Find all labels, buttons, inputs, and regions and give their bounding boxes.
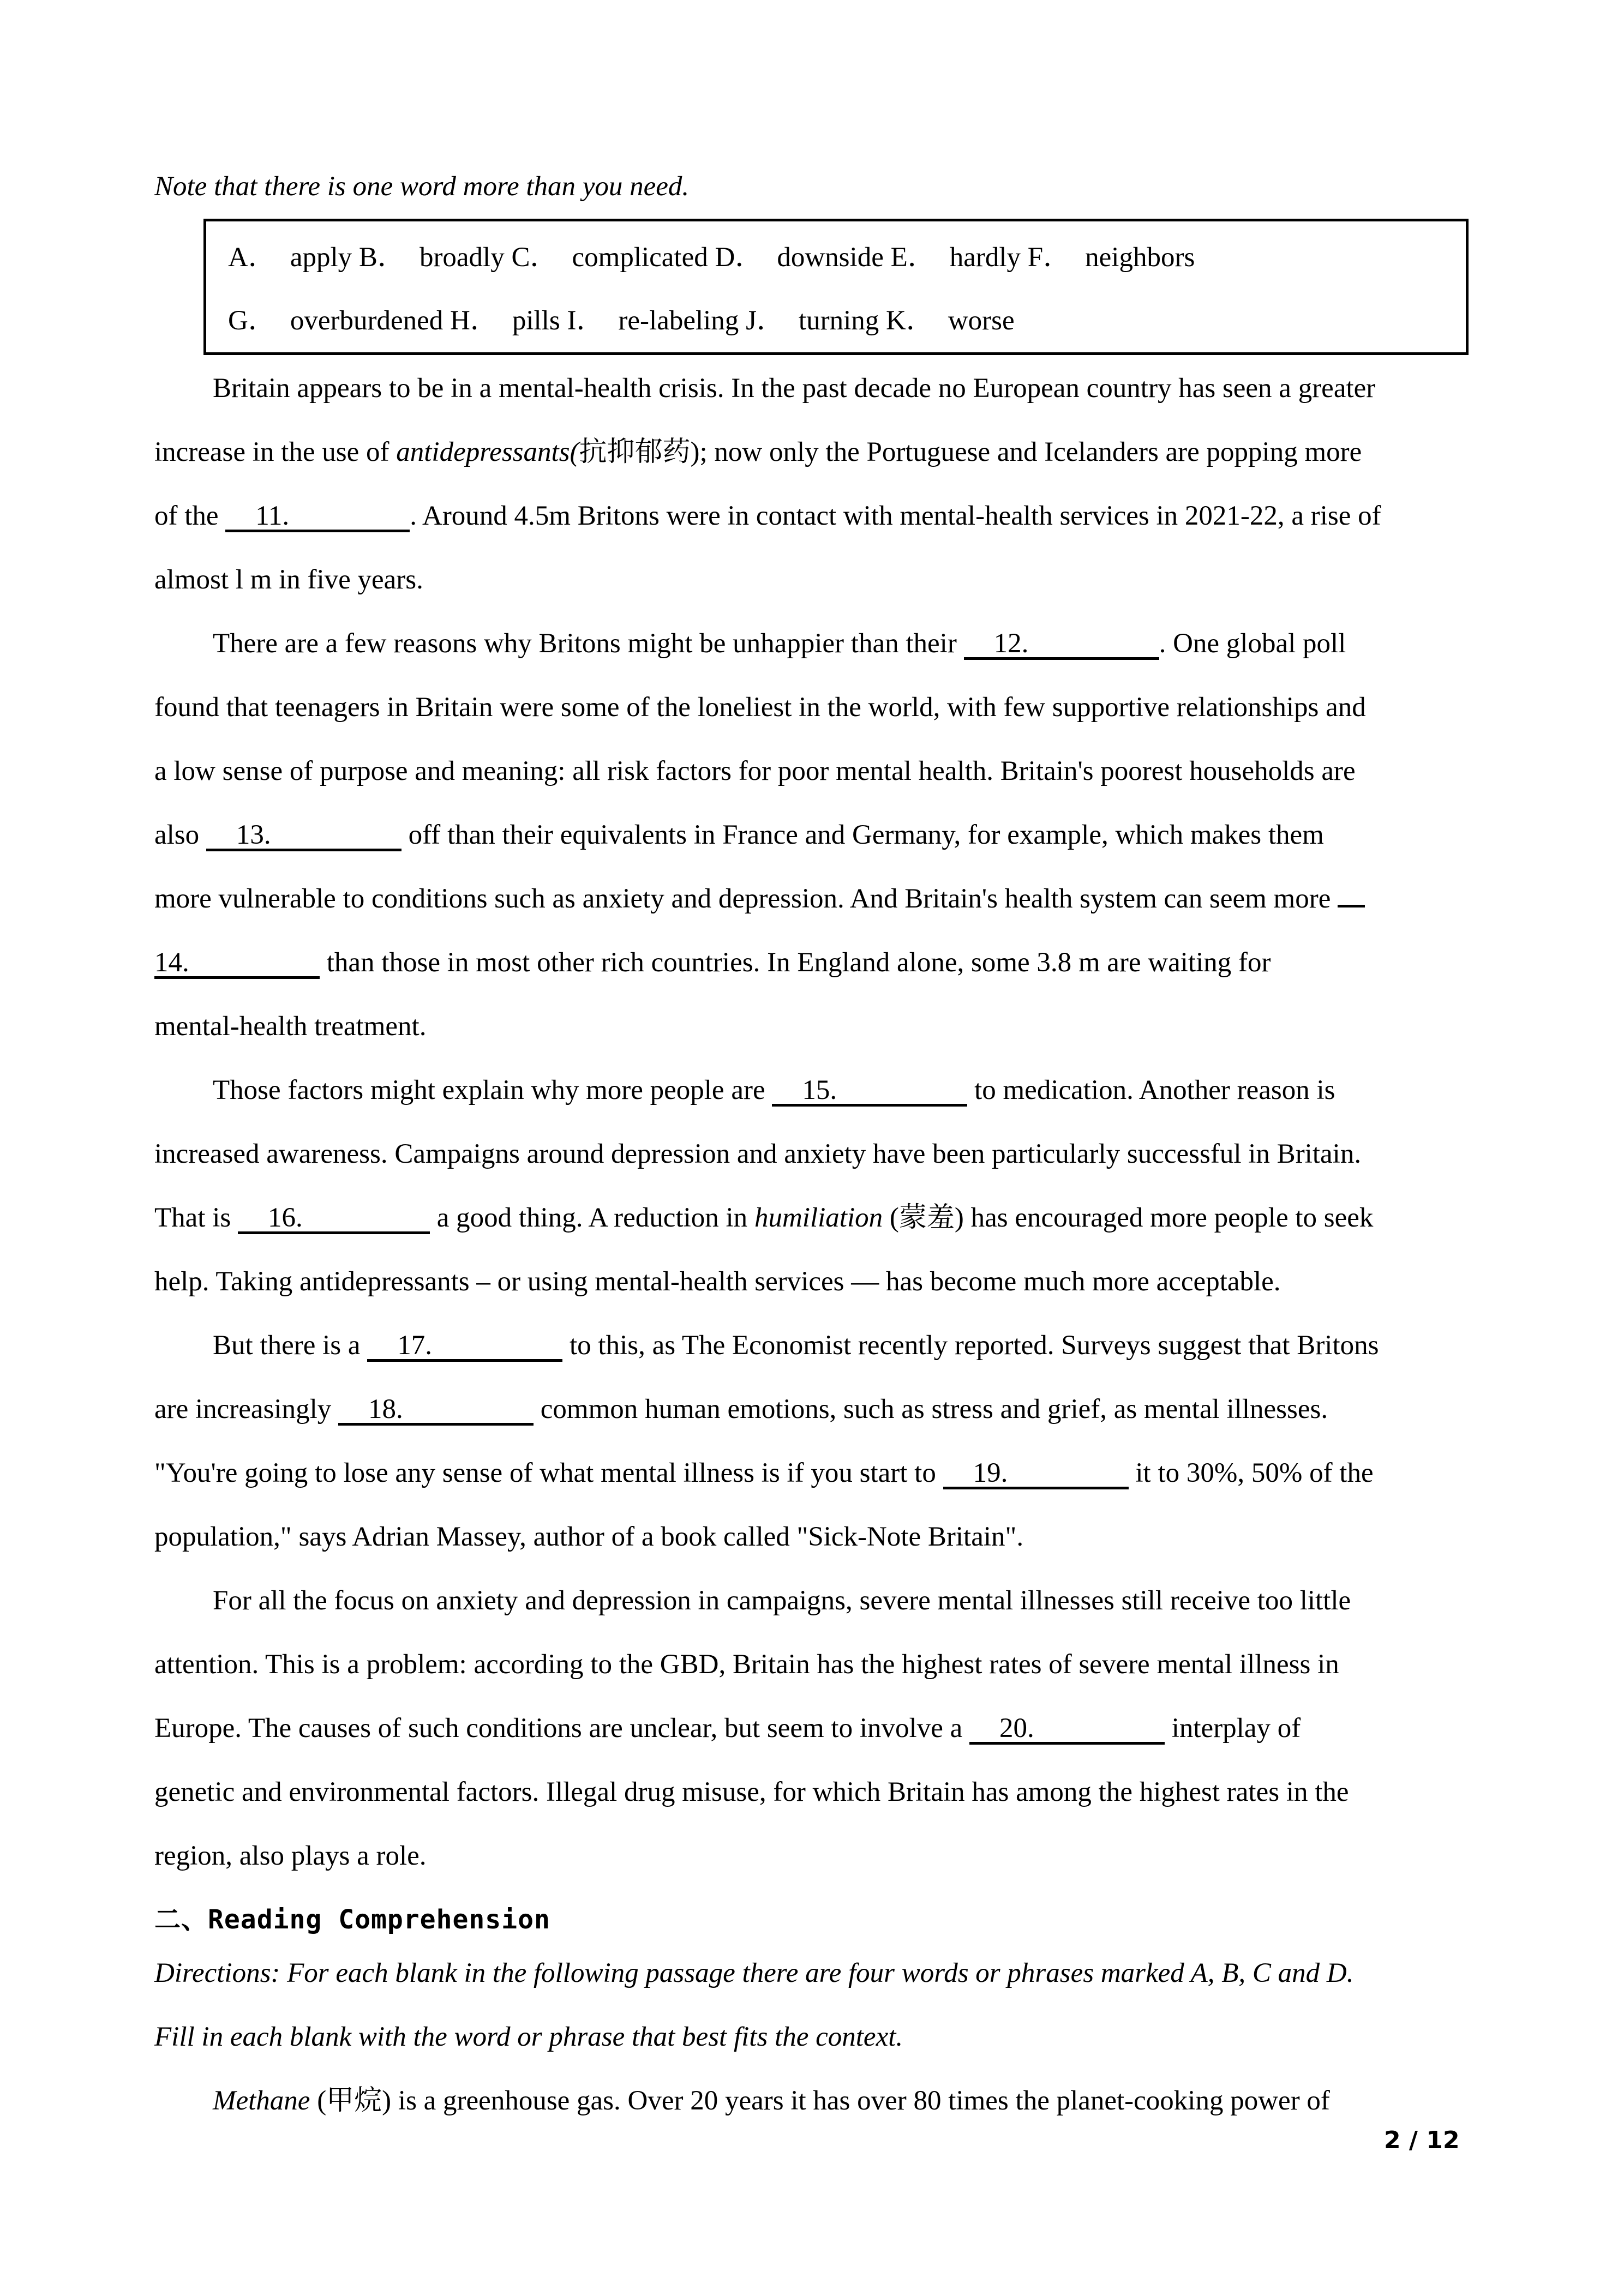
paragraph-2-line-4: also 13. off than their equivalents in France and Germany, for example, which makes them [154, 820, 1324, 850]
paragraph-4-line-3: "You're going to lose any sense of what mental illness is if you start to 19. it to 30%, 50% of the [154, 1458, 1374, 1488]
paragraph-1-line-2: increase in the use of antidepressants(抗抑郁药); now only the Portuguese and Icelanders are popping more [154, 437, 1362, 467]
option-h: H． pills [450, 305, 560, 336]
option-d: D． downside [715, 242, 884, 273]
option-j: J． turning [746, 305, 879, 336]
paragraph-3-line-1: Those factors might explain why more people are 15. to medication. Another reason is [213, 1075, 1335, 1105]
antidepressants-term: antidepressants( [396, 437, 579, 467]
blank-14-start[interactable] [1338, 905, 1365, 907]
chinese-gloss: (蒙羞) [883, 1203, 964, 1233]
paragraph-1-line-4: almost l m in five years. [154, 564, 423, 595]
paragraph-1-line-3: of the 11. . Around 4.5m Britons were in contact with mental-health services in 2021-22, a rise of [154, 501, 1381, 531]
option-k: K． worse [886, 305, 1015, 336]
word-bank-row-1 [228, 241, 1195, 274]
directions-line-1: Directions: For each blank in the following passage there are four words or phrases marked A, B, C and D. [154, 1958, 1354, 1988]
paragraph-5-line-2: attention. This is a problem: according to the GBD, Britain has the highest rates of severe mental illness in [154, 1649, 1339, 1680]
word-bank-box [203, 219, 1469, 355]
blank-16[interactable]: 16. [238, 1204, 430, 1234]
paragraph-4-line-4: population," says Adrian Massey, author of a book called "Sick-Note Britain". [154, 1522, 1024, 1552]
blank-19[interactable]: 19. [943, 1459, 1129, 1489]
option-f: F． neighbors [1027, 242, 1195, 273]
paragraph-5-line-1: For all the focus on anxiety and depression in campaigns, severe mental illnesses still receive too little [213, 1585, 1351, 1616]
paragraph-2-line-3: a low sense of purpose and meaning: all risk factors for poor mental health. Britain's poorest households are [154, 756, 1356, 786]
paragraph-4-line-2: are increasingly 18. common human emotions, such as stress and grief, as mental illnesses. [154, 1394, 1328, 1425]
paragraph-1-line-1: Britain appears to be in a mental-health crisis. In the past decade no European country has seen a greater [213, 373, 1376, 404]
word-bank-row-2 [228, 304, 1015, 337]
blank-14[interactable]: 14. [154, 949, 320, 979]
option-g: G． overburdened [228, 305, 444, 336]
paragraph-5-line-3: Europe. The causes of such conditions are unclear, but seem to involve a 20. interplay of [154, 1713, 1301, 1744]
methane-paragraph-line-1: Methane (甲烷) is a greenhouse gas. Over 20 years it has over 80 times the planet-cooking power of [213, 2085, 1330, 2116]
methane-term: Methane [213, 2085, 310, 2116]
option-i: I． re-labeling [567, 305, 739, 336]
paragraph-2-line-7: mental-health treatment. [154, 1011, 427, 1042]
section-heading-reading-comprehension: 二、Reading Comprehension [154, 1904, 550, 1935]
paragraph-2-line-6: 14. than those in most other rich countries. In England alone, some 3.8 m are waiting for [154, 947, 1271, 978]
blank-15[interactable]: 15. [772, 1077, 967, 1107]
blank-12[interactable]: 12. [964, 630, 1159, 660]
page-number: 2 / 12 [1384, 2126, 1460, 2154]
paragraph-2-line-1: There are a few reasons why Britons might be unhappier than their 12. . One global poll [213, 628, 1346, 659]
option-a: A． apply [228, 242, 352, 273]
instruction-note: Note that there is one word more than you need. [154, 171, 690, 202]
paragraph-3-line-4: help. Taking antidepressants – or using mental-health services — has become much more acceptable. [154, 1266, 1281, 1297]
option-c: C． complicated [511, 242, 708, 273]
paragraph-3-line-2: increased awareness. Campaigns around depression and anxiety have been particularly successful in Britain. [154, 1139, 1362, 1169]
blank-11[interactable]: 11. [225, 502, 410, 532]
paragraph-3-line-3: That is 16. a good thing. A reduction in humiliation (蒙羞) has encouraged more people to seek [154, 1203, 1374, 1233]
blank-18[interactable]: 18. [338, 1396, 534, 1426]
blank-17[interactable]: 17. [367, 1332, 562, 1362]
blank-20[interactable]: 20. [969, 1715, 1165, 1745]
paragraph-5-line-5: region, also plays a role. [154, 1841, 427, 1871]
paragraph-4-line-1: But there is a 17. to this, as The Economist recently reported. Surveys suggest that Britons [213, 1330, 1379, 1361]
paragraph-5-line-4: genetic and environmental factors. Illegal drug misuse, for which Britain has among the highest rates in the [154, 1777, 1349, 1807]
humiliation-term: humiliation [754, 1203, 883, 1233]
directions-line-2: Fill in each blank with the word or phrase that best fits the context. [154, 2022, 903, 2052]
chinese-gloss: (甲烷) [310, 2085, 392, 2116]
option-b: B． broadly [358, 242, 505, 273]
chinese-gloss: 抗抑郁药 [579, 437, 691, 467]
blank-13[interactable]: 13. [206, 821, 401, 851]
option-e: E． hardly [890, 242, 1021, 273]
paragraph-2-line-2: found that teenagers in Britain were some of the loneliest in the world, with few supportive relationships and [154, 692, 1366, 723]
paragraph-2-line-5: more vulnerable to conditions such as anxiety and depression. And Britain's health system can seem more [154, 882, 1475, 915]
